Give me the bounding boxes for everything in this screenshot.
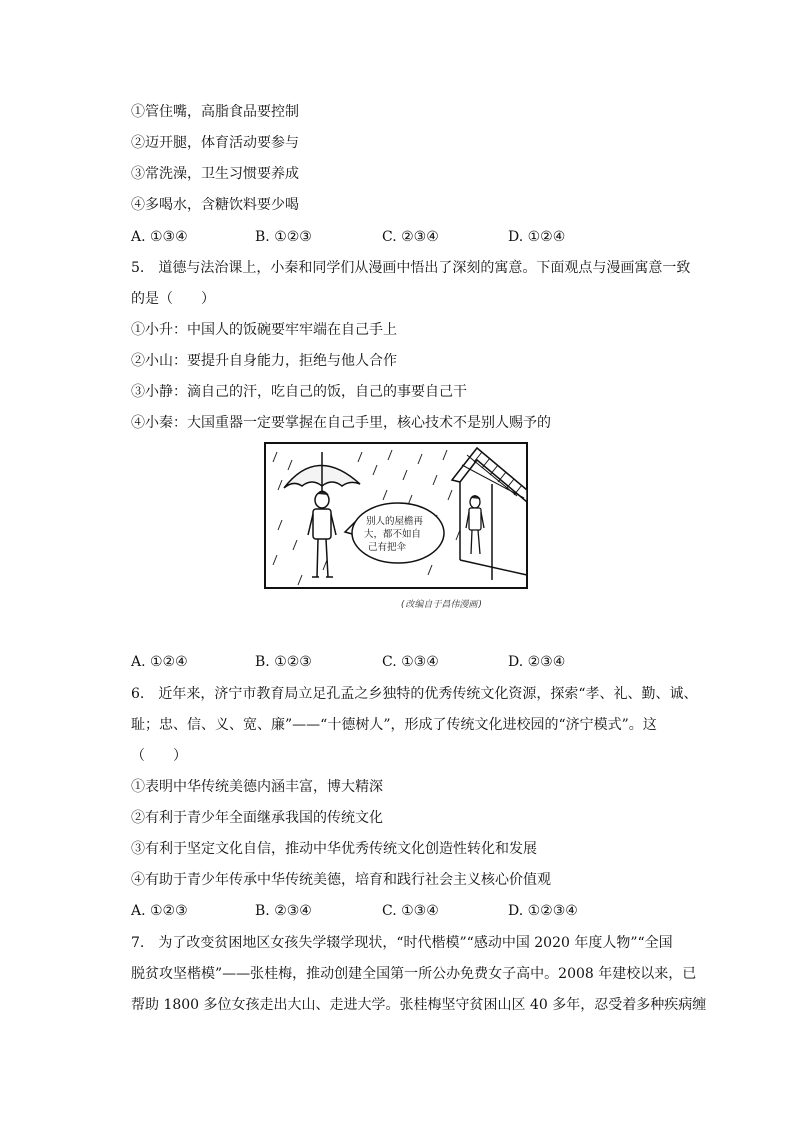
q7-line3: 帮助 1800 多位女孩走出大山、走进大学。张桂梅坚守贫困山区 40 多年，忍受着多种疾病缠 [131, 997, 707, 1013]
q4-statement-3: ③常洗澡，卫生习惯要养成 [131, 166, 299, 182]
q5-statement-2: ②小山：要提升自身能力，拒绝与他人合作 [131, 353, 397, 369]
q6-statement-2: ②有利于青少年全面继承我国的传统文化 [131, 810, 383, 826]
q5-stem-line1: 5. 道德与法治课上，小秦和同学们从漫画中悟出了深刻的寓意。下面观点与漫画寓意一致 [131, 260, 691, 276]
q5-option-c[interactable]: C. ①③④ [382, 654, 439, 670]
q7-line1: 7. 为了改变贫困地区女孩失学辍学现状，“时代楷模”“感动中国 2020 年度人物”“全国 [131, 935, 673, 951]
q6-option-b[interactable]: B. ②③④ [255, 903, 312, 919]
q6-stem-line2: 耻；忠、信、义、宽、廉”——“十德树人”，形成了传统文化进校园的“济宁模式”。这 [131, 717, 657, 733]
q4-option-a[interactable]: A. ①③④ [131, 229, 188, 245]
q4-statement-1: ①管住嘴，高脂食品要控制 [131, 104, 299, 120]
bubble-text-line3: 己有把伞 [368, 542, 407, 553]
q4-statement-4: ④多喝水，含糖饮料要少喝 [131, 197, 299, 213]
cartoon-caption: (改编自于昌伟漫画) [400, 600, 483, 610]
q6-stem-line3: （ ） [131, 748, 187, 764]
q4-option-b[interactable]: B. ①②③ [255, 229, 312, 245]
q6-stem-line1: 6. 近年来，济宁市教育局立足孔孟之乡独特的优秀传统文化资源，探索“孝、礼、勤、诚、 [131, 686, 698, 702]
q4-option-d[interactable]: D. ①②④ [508, 229, 566, 245]
q6-statement-1: ①表明中华传统美德内涵丰富，博大精深 [131, 779, 383, 795]
bubble-text-line2: 大，都不如自 [364, 529, 422, 540]
q5-statement-4: ④小秦：大国重器一定要掌握在自己手里，核心技术不是别人赐予的 [131, 415, 551, 431]
q5-option-a[interactable]: A. ①②④ [131, 654, 188, 670]
q6-statement-4: ④有助于青少年传承中华传统美德，培育和践行社会主义核心价值观 [131, 872, 551, 888]
q6-option-d[interactable]: D. ①②③④ [508, 903, 578, 919]
q5-option-d[interactable]: D. ②③④ [508, 654, 566, 670]
q4-option-c[interactable]: C. ②③④ [382, 229, 439, 245]
umbrella-cartoon-illustration [262, 440, 532, 615]
q7-line2: 脱贫攻坚楷模”——张桂梅，推动创建全国第一所公办免费女子高中。2008 年建校以来，已 [131, 966, 697, 982]
q6-option-a[interactable]: A. ①②③ [131, 903, 188, 919]
q5-stem-line2: 的是（ ） [131, 291, 215, 307]
q5-statement-3: ③小静：滴自己的汗，吃自己的饭，自己的事要自己干 [131, 384, 467, 400]
q4-statement-2: ②迈开腿，体育活动要参与 [131, 135, 299, 151]
q5-statement-1: ①小升：中国人的饭碗要牢牢端在自己手上 [131, 322, 397, 338]
bubble-text-line1: 别人的屋檐再 [366, 516, 424, 527]
q5-option-b[interactable]: B. ①②③ [255, 654, 312, 670]
q6-option-c[interactable]: C. ①③④ [382, 903, 439, 919]
q6-statement-3: ③有利于坚定文化自信，推动中华优秀传统文化创造性转化和发展 [131, 841, 537, 857]
